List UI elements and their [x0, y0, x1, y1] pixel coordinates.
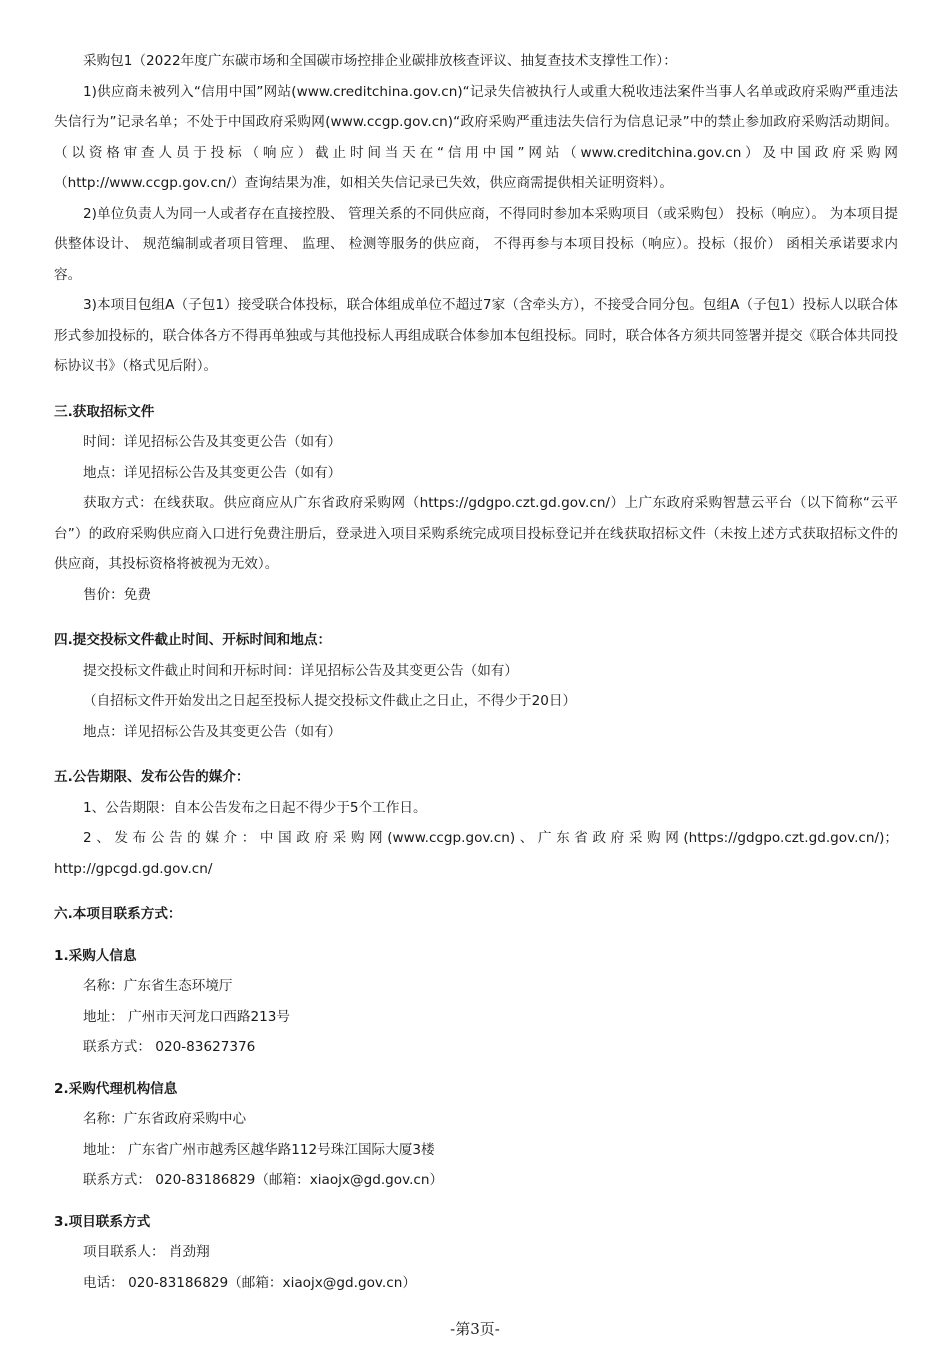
obtain-price: 售价：免费 [83, 586, 151, 603]
purchaser-name: 名称：广东省生态环境厅 [83, 978, 233, 994]
project-contact-person: 项目联系人： 肖劲翔 [83, 1244, 210, 1260]
agency-heading: 2.采购代理机构信息 [54, 1080, 178, 1097]
section-4-heading: 四.提交投标文件截止时间、开标时间和地点： [54, 632, 332, 648]
requirement-item-2: 2)单位负责人为同一人或者存在直接控股、 管理关系的不同供应商，不得同时参加本采购项目（或采购包） 投标（响应）。 为本项目提供整体设计、 规范编制或者项目管理、 监理、 检测等服务的供应商， 不得再参与本项目投标（响应）。投标（报价） 函相关承诺要求内容。 [54, 205, 898, 283]
agency-address: 地址： 广东省广州市越秀区越华路112号珠江国际大厦3楼 [83, 1141, 435, 1158]
notice-period: 1、公告期限：自本公告发布之日起不得少于5个工作日。 [83, 799, 427, 816]
purchaser-address: 地址： 广州市天河龙口西路213号 [83, 1008, 290, 1025]
obtain-place: 地点：详见招标公告及其变更公告（如有） [83, 464, 342, 481]
document-page [54, 46, 898, 1298]
section-6-heading: 六.本项目联系方式： [54, 906, 182, 922]
section-3-heading: 三.获取招标文件 [54, 403, 155, 420]
bid-deadline: 提交投标文件截止时间和开标时间：详见招标公告及其变更公告（如有） [83, 662, 518, 679]
project-contact-phone: 电话： 020-83186829（邮箱：xiaojx@gd.gov.cn） [83, 1274, 416, 1291]
bid-place: 地点：详见招标公告及其变更公告（如有） [83, 723, 342, 740]
page-number: -第3页- [450, 1320, 500, 1338]
obtain-method: 获取方式：在线获取。供应商应从广东省政府采购网（https://gdgpo.czt.gd.gov.cn/）上广东政府采购智慧云平台（以下简称“云平台”）的政府采购供应商入口进行免费注册后，登录进入项目采购系统完成项目投标登记并在线获取招标文件（未按上述方式获取招标文件的供应商，其投标资格将被视为无效）。 [54, 495, 898, 572]
notice-media: 2、发布公告的媒介：中国政府采购网(www.ccgp.gov.cn)、广东省政府采购网(https://gdgpo.czt.gd.gov.cn/)；http://gpcgd.gd.gov.cn/ [54, 830, 898, 877]
purchaser-heading: 1.采购人信息 [54, 947, 137, 964]
requirement-item-1: 1)供应商未被列入“信用中国”网站(www.creditchina.gov.cn)“记录失信被执行人或重大税收违法案件当事人名单或政府采购严重违法失信行为”记录名单；不处于中国政府采购网(www.ccgp.gov.cn)“政府采购严重违法失信行为信息记录”中的禁止参加政府采购活动期间。（以资格审查人员于投标（响应）截止时间当天在“信用中国”网站（www.creditchina.gov.cn）及中国政府采购网（http://www.ccgp.gov.cn/）查询结果为准，如相关失信记录已失效，供应商需提供相关证明资料）。 [54, 83, 898, 191]
bid-deadline-note: （自招标文件开始发出之日起至投标人提交投标文件截止之日止，不得少于20日） [83, 693, 577, 709]
purchaser-contact: 联系方式： 020-83627376 [83, 1039, 256, 1055]
obtain-time: 时间：详见招标公告及其变更公告（如有） [83, 434, 342, 450]
requirement-item-3: 3)本项目包组A（子包1）接受联合体投标，联合体组成单位不超过7家（含牵头方），不接受合同分包。包组A（子包1）投标人以联合体形式参加投标的，联合体各方不得再单独或与其他投标人再组成联合体参加本包组投标。同时，联合体各方须共同签署并提交《联合体共同投标协议书》（格式见后附）。 [54, 297, 898, 374]
project-contact-heading: 3.项目联系方式 [54, 1213, 151, 1230]
agency-contact: 联系方式： 020-83186829（邮箱：xiaojx@gd.gov.cn） [83, 1172, 444, 1188]
agency-name: 名称：广东省政府采购中心 [83, 1111, 247, 1127]
package-line: 采购包1（2022年度广东碳市场和全国碳市场控排企业碳排放核查评议、抽复查技术支撑性工作）： [83, 53, 677, 69]
section-5-heading: 五.公告期限、发布公告的媒介： [54, 769, 250, 785]
